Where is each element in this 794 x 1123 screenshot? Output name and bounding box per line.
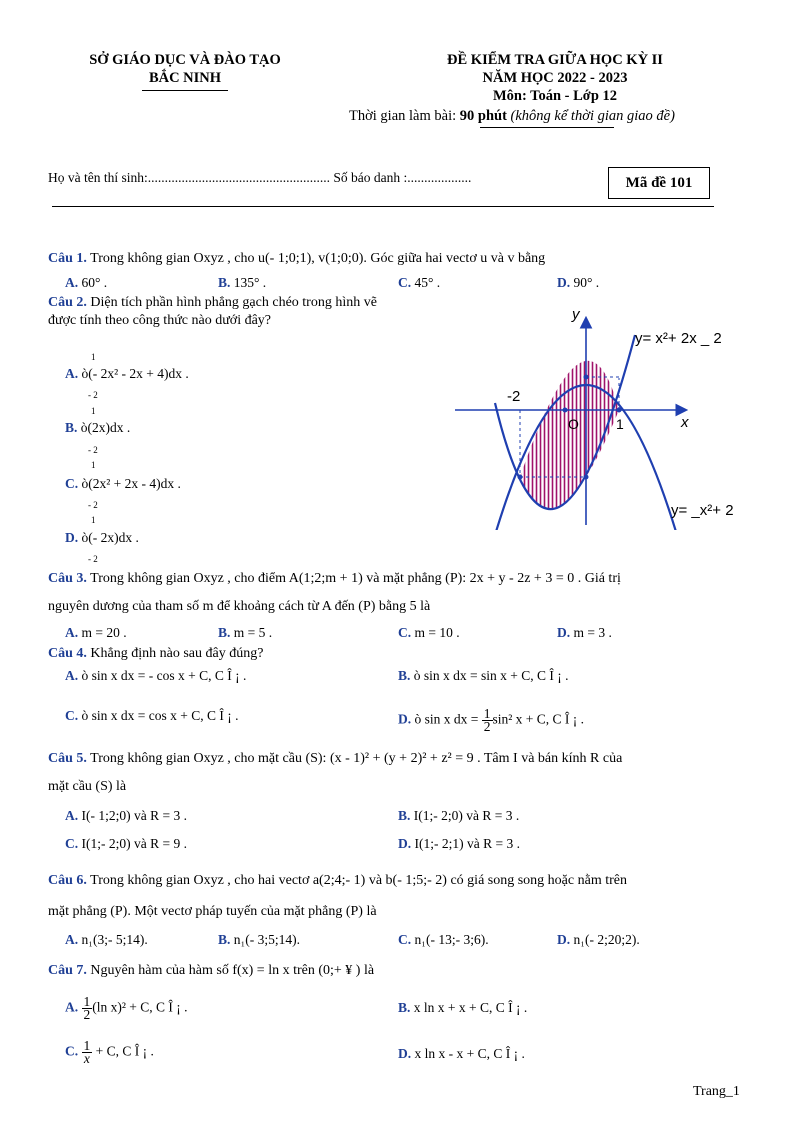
q6-b-text: n₁(- 3;5;14). bbox=[230, 932, 300, 947]
q7-text: Nguyên hàm của hàm số f(x) = ln x trên (0;+ ¥ ) là bbox=[86, 963, 375, 978]
q2-option-c bbox=[65, 476, 181, 492]
q1-b-label: B. bbox=[218, 275, 231, 290]
question-6 bbox=[48, 872, 627, 890]
q1-d-label: D. bbox=[557, 275, 571, 290]
q2-c-upper: 1 bbox=[91, 460, 96, 470]
q1-a-label: A. bbox=[65, 275, 79, 290]
subject: Môn: Toán - Lớp 12 bbox=[492, 88, 618, 104]
q3-label: Câu 3. bbox=[48, 571, 87, 586]
q6-b-label: B. bbox=[218, 932, 231, 947]
q3-text-2: nguyên dương của tham số m để khoảng cách từ A đến (P) bằng 5 là bbox=[48, 599, 431, 614]
q5-b-text: I(1;- 2;0) và R = 3 . bbox=[410, 808, 520, 823]
q6-label: Câu 6. bbox=[48, 873, 87, 888]
q6-option-c bbox=[398, 932, 489, 948]
q6-c-text: n₁(- 13;- 3;6). bbox=[411, 932, 489, 947]
q1-b-text: 135° . bbox=[230, 275, 267, 290]
q4-a-text: ò sin x dx = - cos x + C, C Î ¡ . bbox=[78, 668, 247, 683]
q6-text-1: Trong không gian Oxyz , cho hai vectơ a(2;4;- 1) và b(- 1;5;- 2) có giá song song hoặc nằm trên bbox=[86, 873, 627, 888]
q2-a-upper: 1 bbox=[91, 352, 96, 362]
question-4 bbox=[48, 645, 263, 663]
q5-option-a bbox=[65, 808, 187, 824]
q7-b-label: B. bbox=[398, 1000, 411, 1015]
q4-d-post: sin² x + C, C Î ¡ . bbox=[492, 711, 585, 727]
q6-text-2: mặt phẳng (P). Một vectơ pháp tuyến của mặt phẳng (P) là bbox=[48, 904, 377, 919]
question-2 bbox=[48, 294, 377, 312]
label-x-axis: x bbox=[681, 414, 689, 431]
q5-option-b bbox=[398, 808, 519, 824]
q1-option-d bbox=[557, 275, 599, 291]
question-7 bbox=[48, 962, 374, 980]
q4-option-b bbox=[398, 668, 569, 684]
time-note: (không kể thời gian giao đề) bbox=[506, 108, 675, 124]
province-name: BẮC NINH bbox=[148, 70, 222, 86]
label-origin: O bbox=[568, 416, 579, 432]
q3-d-label: D. bbox=[557, 625, 571, 640]
q1-option-c bbox=[398, 275, 440, 291]
q2-d-upper: 1 bbox=[91, 515, 96, 525]
q1-c-label: C. bbox=[398, 275, 412, 290]
q2-label: Câu 2. bbox=[48, 295, 87, 310]
q1-c-text: 45° . bbox=[411, 275, 441, 290]
q2-b-label: B. bbox=[65, 420, 78, 435]
q3-d-text: m = 3 . bbox=[570, 625, 612, 640]
q4-d-pre: ò sin x dx = bbox=[411, 711, 482, 727]
q7-c-fraction bbox=[82, 1040, 93, 1065]
q1-label: Câu 1. bbox=[48, 251, 87, 266]
q4-option-d bbox=[398, 708, 584, 733]
q1-option-a bbox=[65, 275, 107, 291]
q4-b-label: B. bbox=[398, 668, 411, 683]
area-graph bbox=[455, 305, 755, 530]
q3-option-d bbox=[557, 625, 612, 641]
header-underline bbox=[142, 90, 228, 91]
q7-option-b bbox=[398, 1000, 527, 1016]
q4-d-num: 1 bbox=[483, 706, 491, 721]
q7-c-den: x bbox=[83, 1051, 90, 1066]
point-4 bbox=[617, 408, 622, 413]
q7-c-post: + C, C Î ¡ . bbox=[92, 1043, 154, 1059]
q3-c-label: C. bbox=[398, 625, 412, 640]
q3-a-text: m = 20 . bbox=[78, 625, 127, 640]
student-info-line: Họ và tên thí sinh:...................................................... Số báo danh :................... bbox=[48, 170, 472, 185]
q7-d-text: x ln x - x + C, C Î ¡ . bbox=[411, 1046, 525, 1061]
label-curve-1: y= x²+ 2x _ 2 bbox=[635, 330, 722, 347]
q7-label: Câu 7. bbox=[48, 963, 87, 978]
label-tick-neg2: -2 bbox=[507, 388, 521, 405]
q2-option-b bbox=[65, 420, 130, 436]
separator-line bbox=[52, 206, 714, 207]
q2-b-upper: 1 bbox=[91, 406, 96, 416]
q6-d-text: n₁(- 2;20;2). bbox=[570, 932, 640, 947]
q1-option-b bbox=[218, 275, 266, 291]
q2-d-lower: - 2 bbox=[88, 554, 98, 564]
q2-d-label: D. bbox=[65, 530, 79, 545]
page-number: Trang_1 bbox=[693, 1084, 740, 1099]
q2-b-text: ò(2x)dx . bbox=[80, 420, 131, 435]
q5-d-label: D. bbox=[398, 836, 412, 851]
school-year: NĂM HỌC 2022 - 2023 bbox=[482, 70, 628, 86]
time-underline bbox=[480, 127, 614, 128]
q7-a-den: 2 bbox=[83, 1007, 91, 1022]
q7-a-post: (ln x)² + C, C Î ¡ . bbox=[92, 999, 188, 1015]
q2-text-1: Diện tích phần hình phẳng gạch chéo trong hình vẽ bbox=[86, 295, 377, 310]
q7-b-text: x ln x + x + C, C Î ¡ . bbox=[410, 1000, 528, 1015]
q5-text-2: mặt cầu (S) là bbox=[48, 779, 127, 794]
q5-d-text: I(1;- 2;1) và R = 3 . bbox=[411, 836, 520, 851]
question-3 bbox=[48, 570, 621, 588]
q6-a-text: n₁(3;- 5;14). bbox=[78, 932, 148, 947]
dept-name: SỞ GIÁO DỤC VÀ ĐÀO TẠO bbox=[89, 52, 281, 68]
q1-a-text: 60° . bbox=[78, 275, 108, 290]
q4-label: Câu 4. bbox=[48, 646, 87, 661]
q6-option-a bbox=[65, 932, 148, 948]
q6-c-label: C. bbox=[398, 932, 412, 947]
q7-c-num: 1 bbox=[83, 1038, 91, 1053]
q5-option-c bbox=[65, 836, 187, 852]
q7-option-c bbox=[65, 1040, 154, 1065]
q6-option-d bbox=[557, 932, 640, 948]
q5-c-text: I(1;- 2;0) và R = 9 . bbox=[78, 836, 187, 851]
q6-option-b bbox=[218, 932, 300, 948]
q4-text: Khẳng định nào sau đây đúng? bbox=[86, 646, 264, 661]
q7-a-num: 1 bbox=[83, 994, 91, 1009]
q6-d-label: D. bbox=[557, 932, 571, 947]
q5-label: Câu 5. bbox=[48, 751, 87, 766]
q1-text: Trong không gian Oxyz , cho u(- 1;0;1), v(1;0;0). Góc giữa hai vectơ u và v bằng bbox=[86, 251, 546, 266]
exam-code-box: Mã đề 101 bbox=[608, 167, 710, 199]
question-5 bbox=[48, 750, 622, 768]
label-y-axis: y bbox=[572, 306, 580, 323]
label-tick-1: 1 bbox=[616, 416, 624, 432]
q7-d-label: D. bbox=[398, 1046, 412, 1061]
q7-c-label: C. bbox=[65, 1043, 79, 1059]
point-3 bbox=[584, 475, 589, 480]
q3-option-a bbox=[65, 625, 127, 641]
q5-a-text: I(- 1;2;0) và R = 3 . bbox=[78, 808, 187, 823]
q2-text-2: được tính theo công thức nào dưới đây? bbox=[48, 313, 272, 328]
q4-option-a bbox=[65, 668, 246, 684]
q5-option-d bbox=[398, 836, 520, 852]
label-curve-2: y= _x²+ 2 bbox=[671, 502, 734, 519]
point-5 bbox=[563, 408, 568, 413]
point-1 bbox=[518, 475, 523, 480]
q4-d-fraction bbox=[482, 708, 493, 733]
q6-a-label: A. bbox=[65, 932, 79, 947]
q4-d-den: 2 bbox=[483, 719, 491, 734]
q3-b-label: B. bbox=[218, 625, 231, 640]
q2-a-text: ò(- 2x² - 2x + 4)dx . bbox=[81, 366, 189, 381]
q1-d-text: 90° . bbox=[570, 275, 600, 290]
q2-option-d bbox=[65, 530, 139, 546]
time-value: 90 phút bbox=[459, 108, 507, 124]
q5-b-label: B. bbox=[398, 808, 411, 823]
q5-c-label: C. bbox=[65, 836, 79, 851]
q2-a-label: A. bbox=[65, 366, 79, 381]
q4-option-c bbox=[65, 708, 238, 724]
q2-a-lower: - 2 bbox=[88, 390, 98, 400]
question-1 bbox=[48, 250, 545, 268]
q4-a-label: A. bbox=[65, 668, 79, 683]
point-2 bbox=[584, 375, 589, 380]
q3-option-c bbox=[398, 625, 460, 641]
q3-text-1: Trong không gian Oxyz , cho điểm A(1;2;m + 1) và mặt phẳng (P): 2x + y - 2z + 3 = 0 . Giá trị bbox=[86, 571, 621, 586]
q4-b-text: ò sin x dx = sin x + C, C Î ¡ . bbox=[410, 668, 569, 683]
exam-title: ĐỀ KIỂM TRA GIỮA HỌC KỲ II bbox=[447, 52, 663, 68]
q7-option-a bbox=[65, 996, 188, 1021]
time-line bbox=[349, 108, 749, 125]
q3-b-text: m = 5 . bbox=[230, 625, 273, 640]
q2-c-lower: - 2 bbox=[88, 500, 98, 510]
time-prefix: Thời gian làm bài: bbox=[349, 108, 460, 124]
q5-a-label: A. bbox=[65, 808, 79, 823]
q4-c-text: ò sin x dx = cos x + C, C Î ¡ . bbox=[78, 708, 239, 723]
q7-a-fraction bbox=[82, 996, 93, 1021]
q3-c-text: m = 10 . bbox=[411, 625, 460, 640]
q2-c-label: C. bbox=[65, 476, 79, 491]
q7-a-label: A. bbox=[65, 999, 79, 1015]
q3-a-label: A. bbox=[65, 625, 79, 640]
q2-c-text: ò(2x² + 2x - 4)dx . bbox=[81, 476, 181, 491]
q7-option-d bbox=[398, 1046, 525, 1062]
q4-c-label: C. bbox=[65, 708, 79, 723]
q2-b-lower: - 2 bbox=[88, 445, 98, 455]
q4-d-label: D. bbox=[398, 711, 412, 727]
q2-d-text: ò(- 2x)dx . bbox=[81, 530, 139, 545]
q5-text-1: Trong không gian Oxyz , cho mặt cầu (S): (x - 1)² + (y + 2)² + z² = 9 . Tâm I và bán kính R của bbox=[86, 751, 623, 766]
q2-option-a bbox=[65, 366, 189, 382]
q3-option-b bbox=[218, 625, 272, 641]
